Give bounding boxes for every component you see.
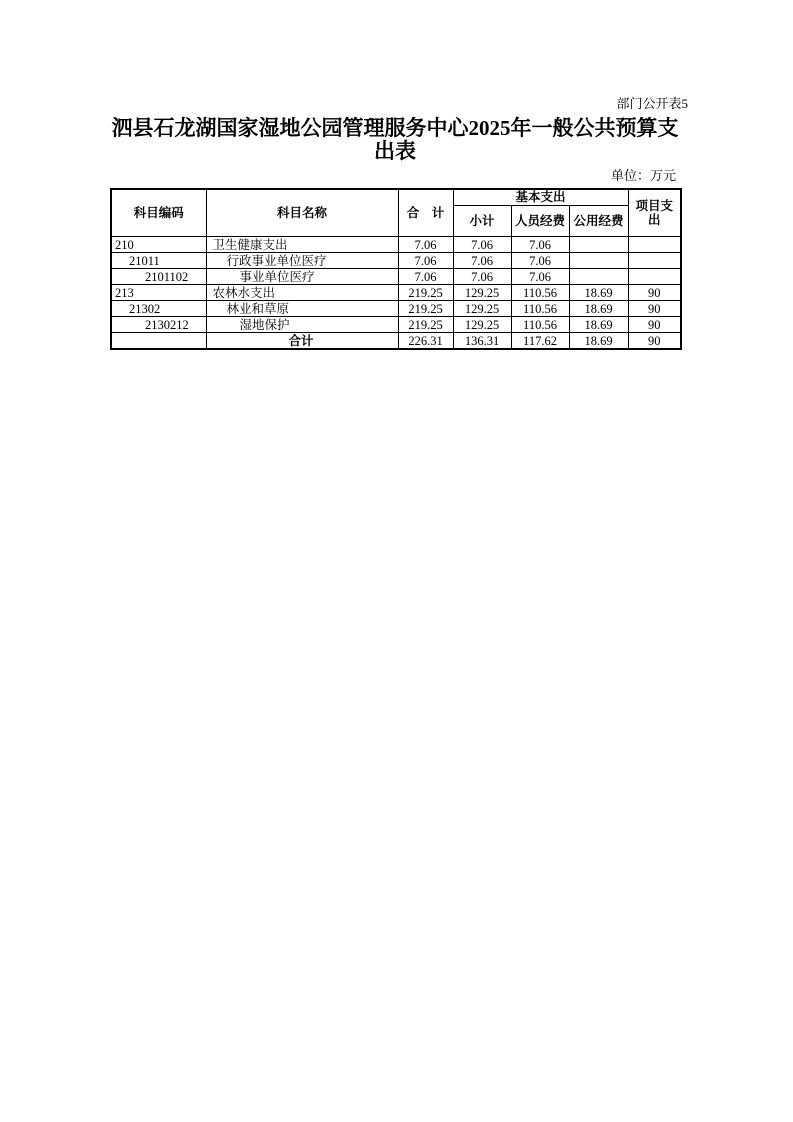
header-basic-expenditure-group: 基本支出 bbox=[453, 189, 628, 205]
project-expenditure-cell: 90 bbox=[628, 332, 681, 349]
project-expenditure-cell bbox=[628, 252, 681, 268]
table-row bbox=[111, 252, 681, 268]
subtotal-cell: 136.31 bbox=[453, 332, 511, 349]
public-funds-cell bbox=[569, 252, 628, 268]
project-expenditure-cell bbox=[628, 236, 681, 252]
personnel-funds-cell: 7.06 bbox=[511, 236, 569, 252]
project-expenditure-cell: 90 bbox=[628, 316, 681, 332]
public-funds-cell: 18.69 bbox=[569, 316, 628, 332]
subtotal-cell: 7.06 bbox=[453, 236, 511, 252]
subtotal-cell: 129.25 bbox=[453, 284, 511, 300]
grand-total-cell: 219.25 bbox=[398, 300, 453, 316]
grand-total-cell: 219.25 bbox=[398, 316, 453, 332]
subject-code-cell: 2101102 bbox=[111, 268, 206, 284]
subject-name-cell: 湿地保护 bbox=[206, 316, 398, 332]
public-funds-cell bbox=[569, 236, 628, 252]
subject-code-cell: 213 bbox=[111, 284, 206, 300]
table-row bbox=[111, 300, 681, 316]
header-grand-total: 合 计 bbox=[398, 189, 453, 236]
public-funds-cell bbox=[569, 268, 628, 284]
header-row-top bbox=[111, 189, 681, 205]
grand-total-cell: 7.06 bbox=[398, 252, 453, 268]
header-personnel-funds: 人员经费 bbox=[511, 205, 569, 236]
personnel-funds-cell: 110.56 bbox=[511, 316, 569, 332]
grand-total-cell: 7.06 bbox=[398, 268, 453, 284]
personnel-funds-cell: 7.06 bbox=[511, 252, 569, 268]
table-row bbox=[111, 268, 681, 284]
table-row bbox=[111, 236, 681, 252]
subject-name-cell: 农林水支出 bbox=[206, 284, 398, 300]
grand-total-cell: 226.31 bbox=[398, 332, 453, 349]
subtotal-cell: 7.06 bbox=[453, 268, 511, 284]
total-label-cell: 合计 bbox=[206, 332, 398, 349]
subject-name-cell: 林业和草原 bbox=[206, 300, 398, 316]
project-expenditure-cell bbox=[628, 268, 681, 284]
subject-code-cell: 21011 bbox=[111, 252, 206, 268]
budget-table bbox=[110, 188, 682, 350]
personnel-funds-cell: 7.06 bbox=[511, 268, 569, 284]
page-title: 泗县石龙湖国家湿地公园管理服务中心2025年一般公共预算支出表 bbox=[111, 116, 679, 163]
subject-name-cell: 事业单位医疗 bbox=[206, 268, 398, 284]
table-header bbox=[111, 189, 681, 236]
corner-label: 部门公开表5 bbox=[616, 96, 688, 111]
subtotal-cell: 129.25 bbox=[453, 300, 511, 316]
subject-code-cell: 2130212 bbox=[111, 316, 206, 332]
total-row bbox=[111, 332, 681, 349]
table-row bbox=[111, 316, 681, 332]
subject-code-cell bbox=[111, 332, 206, 349]
header-project-expenditure: 项目支出 bbox=[628, 189, 681, 236]
table-row bbox=[111, 284, 681, 300]
subject-code-cell: 21302 bbox=[111, 300, 206, 316]
personnel-funds-cell: 110.56 bbox=[511, 300, 569, 316]
public-funds-cell: 18.69 bbox=[569, 284, 628, 300]
header-subject-name: 科目名称 bbox=[206, 189, 398, 236]
subject-name-cell: 卫生健康支出 bbox=[206, 236, 398, 252]
grand-total-cell: 219.25 bbox=[398, 284, 453, 300]
subject-name-cell: 行政事业单位医疗 bbox=[206, 252, 398, 268]
public-funds-cell: 18.69 bbox=[569, 332, 628, 349]
unit-label: 单位：万元 bbox=[610, 168, 676, 183]
table-body bbox=[111, 236, 681, 349]
header-subtotal: 小计 bbox=[453, 205, 511, 236]
header-public-funds: 公用经费 bbox=[569, 205, 628, 236]
header-subject-code: 科目编码 bbox=[111, 189, 206, 236]
subject-code-cell: 210 bbox=[111, 236, 206, 252]
public-funds-cell: 18.69 bbox=[569, 300, 628, 316]
project-expenditure-cell: 90 bbox=[628, 300, 681, 316]
personnel-funds-cell: 110.56 bbox=[511, 284, 569, 300]
subtotal-cell: 7.06 bbox=[453, 252, 511, 268]
subtotal-cell: 129.25 bbox=[453, 316, 511, 332]
project-expenditure-cell: 90 bbox=[628, 284, 681, 300]
grand-total-cell: 7.06 bbox=[398, 236, 453, 252]
personnel-funds-cell: 117.62 bbox=[511, 332, 569, 349]
